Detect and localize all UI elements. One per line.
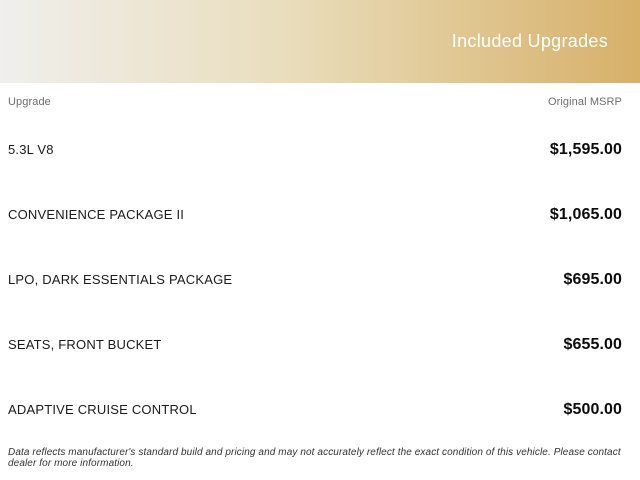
included-upgrades-header [0,0,640,83]
upgrade-name: LPO, DARK ESSENTIALS PACKAGE [8,272,233,287]
table-row [8,312,622,377]
table-row [8,117,622,182]
table-row [8,182,622,247]
upgrade-price: $655.00 [563,335,622,353]
disclaimer-text: Data reflects manufacturer's standard build and pricing and may not accurately reflect the exact condition of this vehicle. Please contact dealer for more information. [8,447,621,469]
upgrade-name: SEATS, FRONT BUCKET [8,337,162,352]
table-column-header-row [8,83,622,117]
page-title: Included Upgrades [451,31,608,51]
column-header-original-msrp: Original MSRP [547,96,622,108]
upgrade-price: $500.00 [563,400,622,418]
upgrade-name: ADAPTIVE CRUISE CONTROL [8,402,197,417]
upgrades-table-body [8,117,622,442]
upgrade-price: $695.00 [563,270,622,288]
upgrades-table [0,83,640,442]
upgrade-price: $1,595.00 [549,140,622,158]
upgrade-price: $1,065.00 [549,205,622,223]
column-header-upgrade: Upgrade [8,96,51,108]
upgrade-name: 5.3L V8 [8,142,54,157]
upgrade-name: CONVENIENCE PACKAGE II [8,207,185,222]
table-row [8,247,622,312]
table-row [8,377,622,442]
